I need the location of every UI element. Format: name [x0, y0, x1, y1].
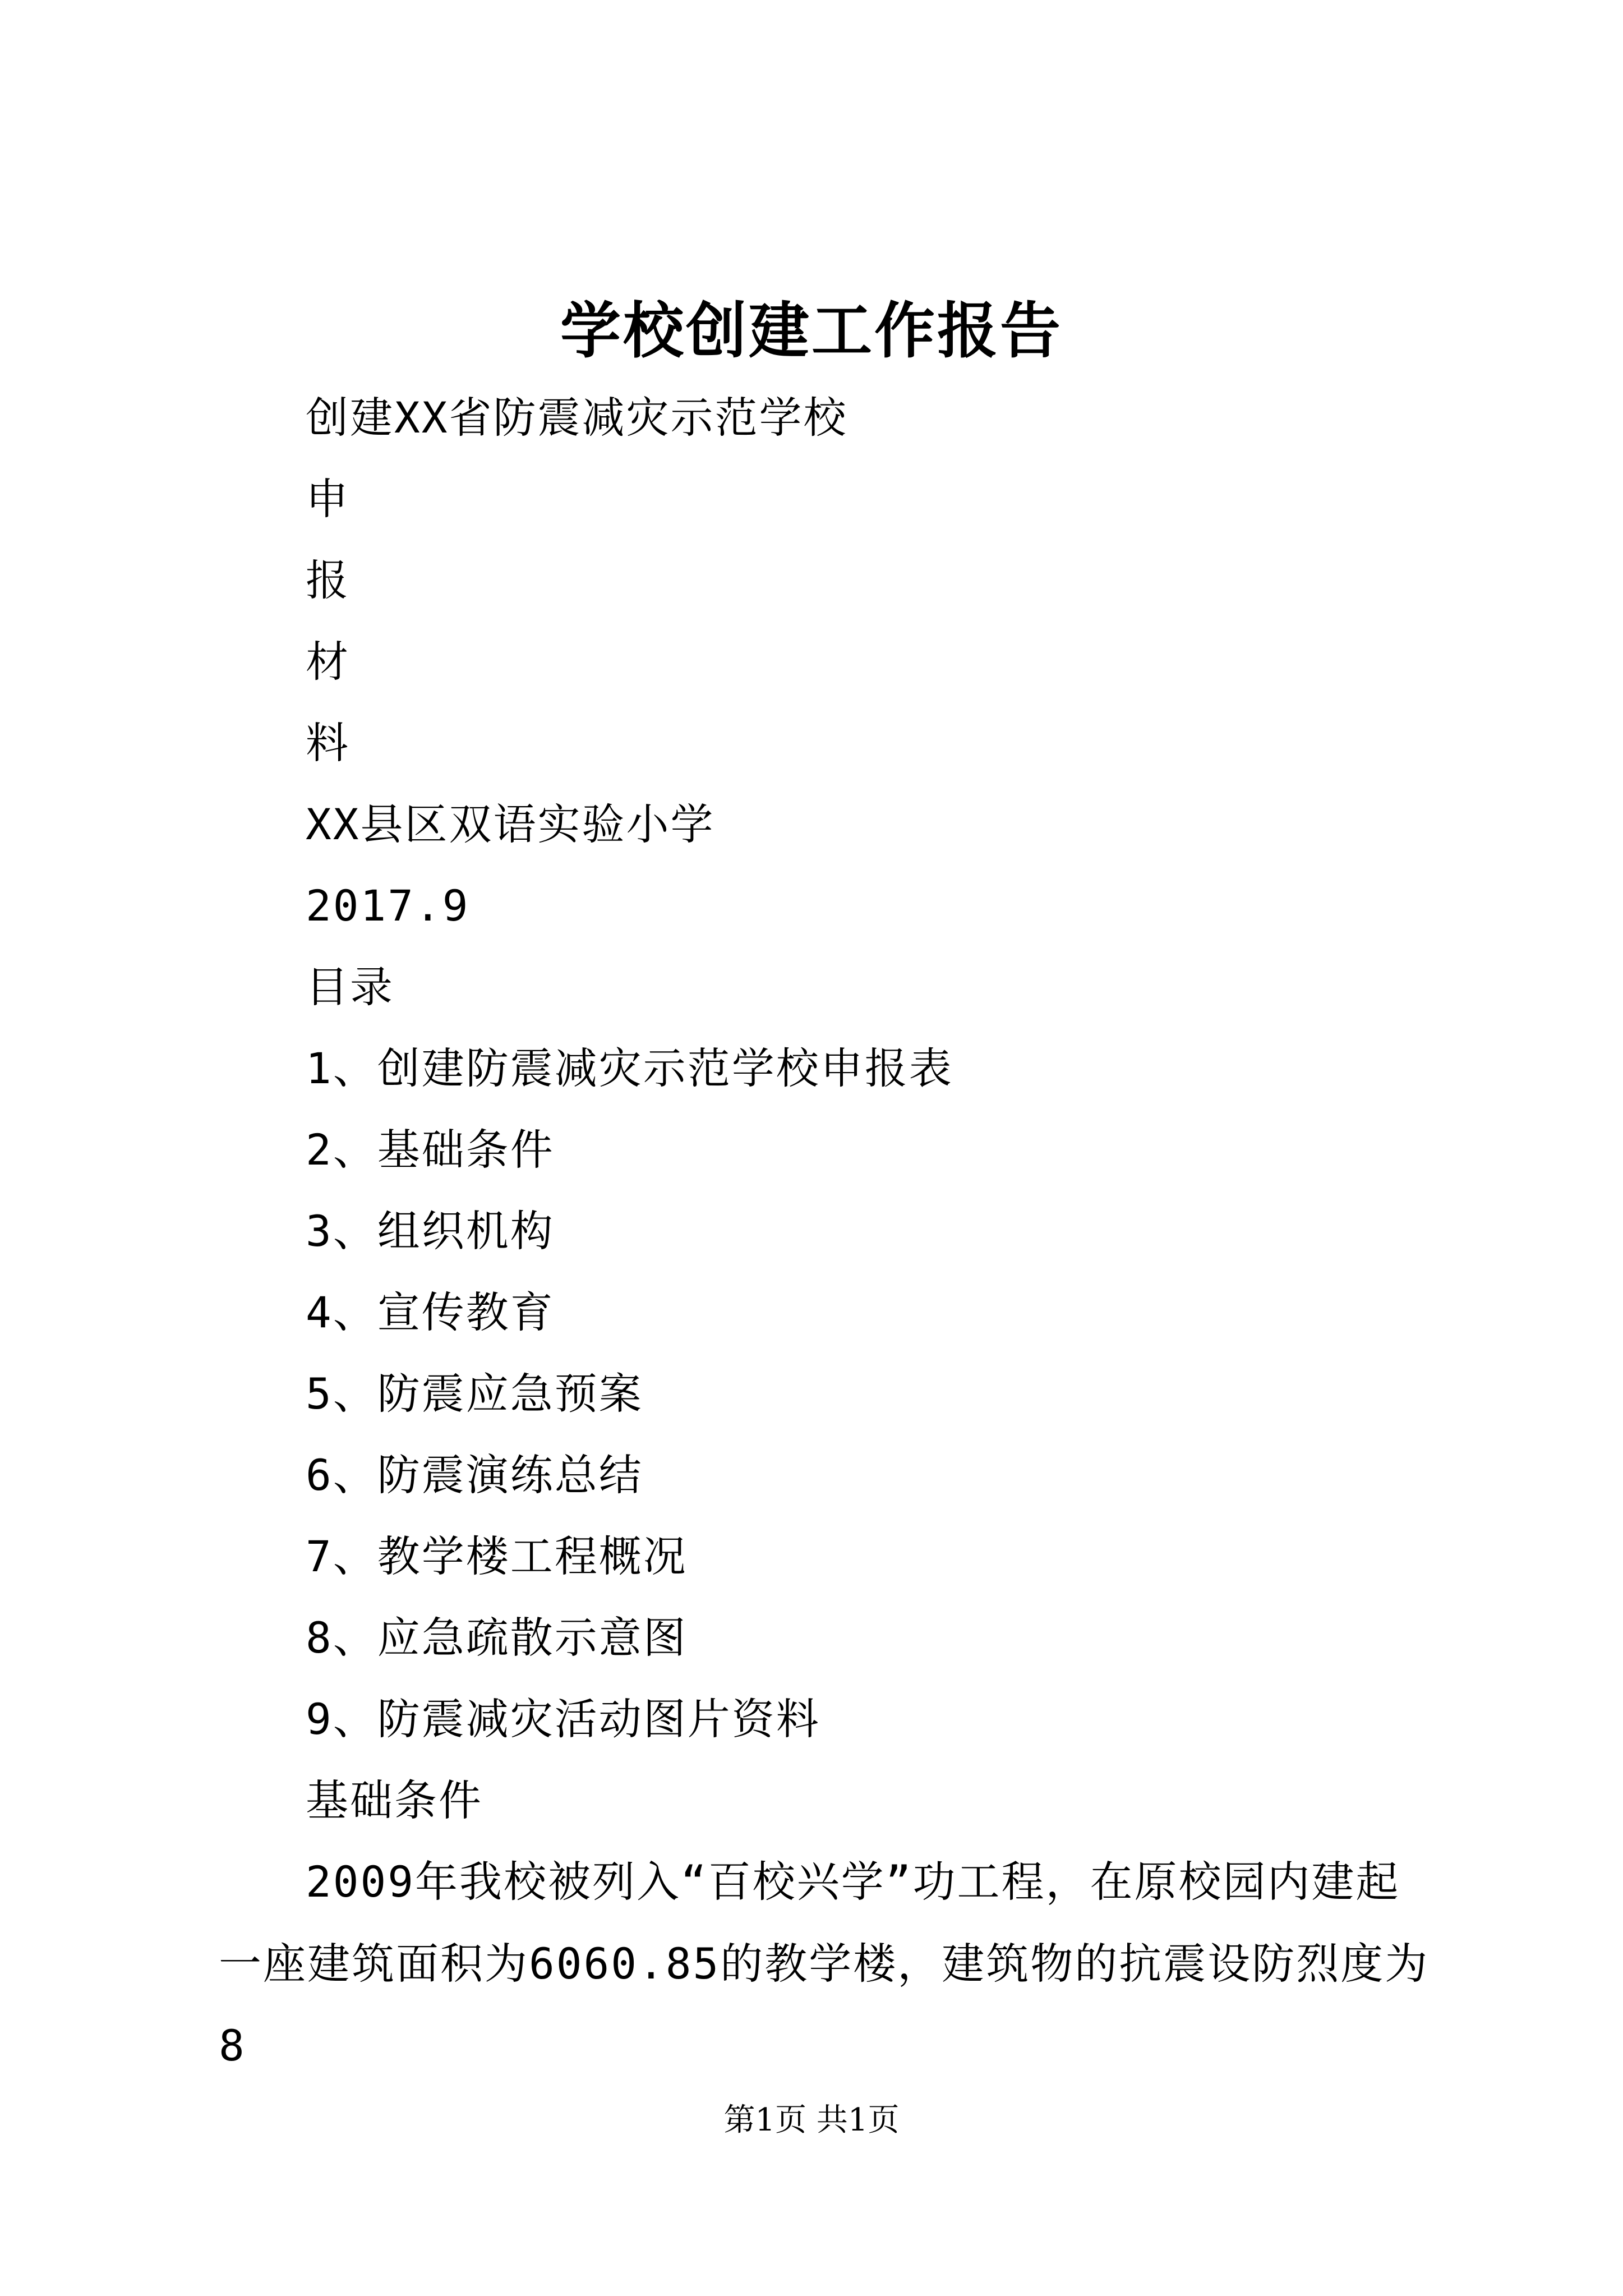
heading-line: 申 — [306, 474, 350, 524]
heading-line: 材 — [306, 637, 350, 687]
toc-item: 2、基础条件 — [306, 1125, 555, 1175]
toc-heading: 目录 — [306, 962, 394, 1012]
school-name: XX县区双语实验小学 — [306, 799, 715, 849]
document-date: 2017.9 — [306, 881, 470, 931]
toc-item: 9、防震减灾活动图片资料 — [306, 1694, 820, 1744]
section-heading: 基础条件 — [306, 1775, 483, 1825]
heading-line: 报 — [306, 555, 350, 605]
body-paragraph: 2009年我校被列入“百校兴学”功工程，在原校园内建起一座建筑面积为6060.85的教学楼，建筑物的抗震设防烈度为8 — [219, 1857, 1430, 2070]
toc-item: 1、创建防震减灾示范学校申报表 — [306, 1043, 953, 1093]
heading-line: 创建XX省防震减灾示范学校 — [306, 393, 848, 443]
document-title: 学校创建工作报告 — [560, 296, 1063, 366]
toc-item: 5、防震应急预案 — [306, 1369, 643, 1419]
toc-item: 4、宣传教育 — [306, 1287, 555, 1337]
toc-item: 7、教学楼工程概况 — [306, 1531, 688, 1581]
page-footer: 第1页 共1页 — [723, 2102, 900, 2138]
toc-item: 6、防震演练总结 — [306, 1450, 643, 1500]
heading-line: 料 — [306, 718, 350, 768]
toc-item: 8、应急疏散示意图 — [306, 1613, 688, 1663]
toc-item: 3、组织机构 — [306, 1206, 555, 1256]
